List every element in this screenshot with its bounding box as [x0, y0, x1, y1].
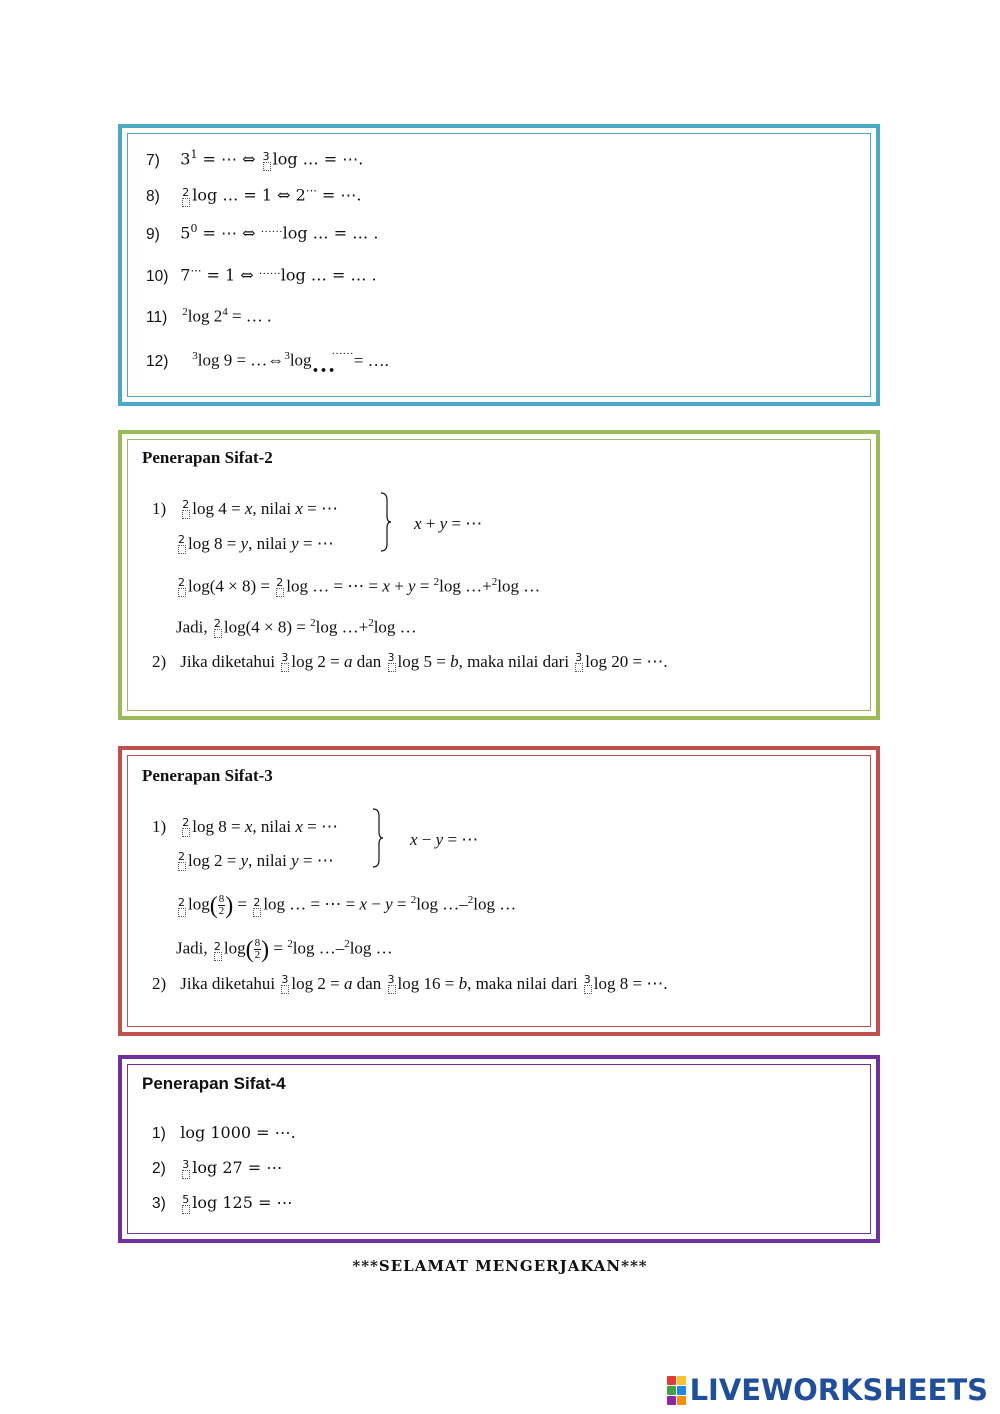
expr: =: [233, 894, 252, 914]
log-base-value: 2: [213, 616, 221, 630]
expr: , nilai: [248, 851, 292, 870]
var: y: [291, 534, 299, 553]
expr: log … = … .: [282, 223, 379, 243]
exponent: 0: [190, 222, 198, 235]
numerator: 8: [218, 893, 225, 906]
closing-message: ***SELAMAT MENGERJAKAN***: [352, 1257, 648, 1275]
var: x: [295, 499, 303, 518]
item-number: 1): [152, 1125, 166, 1142]
log-base-value: 5: [182, 1193, 190, 1206]
log-base: [251, 897, 263, 917]
placeholder-box: [178, 862, 186, 871]
log-base-value: 3: [583, 973, 591, 986]
expr: = ⋯.: [316, 185, 362, 205]
q1-line-3: [176, 572, 540, 597]
expr: Jadi,: [176, 938, 212, 958]
logo-tile: [667, 1386, 676, 1395]
exercise-box-2: [118, 430, 880, 720]
log-base: [279, 652, 291, 672]
var: b: [450, 652, 459, 671]
log-base: [279, 974, 291, 994]
expr: =: [415, 576, 434, 596]
expr: log: [289, 350, 312, 370]
log-base: [180, 817, 192, 837]
exponent: 1: [190, 148, 198, 161]
log-base-value: 3: [387, 651, 395, 664]
log-base-value: 2: [178, 575, 185, 589]
placeholder-box: [281, 985, 289, 994]
expr: log …+: [315, 617, 369, 637]
q1-line-2: [176, 851, 334, 871]
log-base-value: 2: [368, 617, 374, 629]
logo-tile: [667, 1376, 676, 1385]
section-title: Penerapan Sifat-4: [142, 1074, 286, 1093]
placeholder-box: [214, 952, 222, 961]
expr: Jika diketahui: [180, 652, 280, 671]
exponent: ⋯: [305, 184, 317, 197]
log-base-value: 3: [192, 350, 198, 362]
expr: = ⋯: [443, 830, 479, 849]
log-base: [582, 974, 594, 994]
logo-tile: [677, 1386, 686, 1395]
question-number: 2): [152, 974, 167, 993]
expr: log …: [373, 617, 417, 637]
var: y: [385, 894, 393, 914]
expr: log 125 = ⋯: [192, 1193, 293, 1212]
placeholder-box: [388, 663, 396, 672]
var: x: [410, 830, 418, 849]
placeholder-box: [182, 510, 190, 519]
q1-line-3: [176, 890, 516, 917]
log-base: [212, 941, 224, 961]
expr: log … = ⋯ =: [263, 894, 360, 914]
expr: log … = … .: [280, 265, 377, 285]
exercise-box-3: [118, 746, 880, 1036]
expr: log 4 =: [192, 499, 245, 518]
expr: −: [417, 830, 436, 849]
placeholder-box: [263, 162, 271, 171]
expr: = … .: [227, 306, 272, 326]
expr: , nilai: [248, 534, 292, 553]
expr: −: [367, 894, 386, 914]
expr: log: [188, 894, 210, 914]
expr: , maka nilai dari: [458, 652, 574, 671]
expr: +: [389, 576, 409, 596]
expr: = ….: [349, 350, 389, 370]
item-2: [152, 1158, 282, 1179]
question-number: 2): [152, 652, 167, 671]
log-base-value: 3: [262, 149, 270, 163]
section-title: Penerapan Sifat-2: [142, 448, 273, 467]
log-base-value: 3: [284, 350, 290, 362]
placeholder-box: [281, 663, 289, 672]
exponent: ⋯: [190, 264, 202, 277]
expr: log …–: [416, 894, 468, 914]
item-1: [152, 1123, 296, 1144]
q2: [152, 974, 668, 994]
right-brace: [380, 492, 392, 552]
log-base-value: 2: [310, 617, 316, 629]
logo-tile: [677, 1396, 686, 1405]
placeholder-box: [182, 198, 190, 207]
expr: dan: [352, 974, 386, 993]
logo-mark-icon: [667, 1376, 686, 1405]
log-base: [176, 851, 188, 871]
expr: log 9 = …⇔: [197, 350, 285, 370]
logo-tile: [677, 1376, 686, 1385]
placeholder-box: [182, 1170, 190, 1179]
q1-line-1: [152, 499, 338, 519]
expr: log …: [349, 938, 393, 958]
log-base: [176, 897, 188, 917]
expr: Jadi,: [176, 617, 212, 637]
expr: log …: [497, 576, 541, 596]
var: y: [435, 830, 444, 849]
item-number: 9): [146, 225, 160, 243]
log-base: [176, 534, 188, 554]
log-base-value: 2: [253, 896, 261, 910]
log-base-value: 2: [433, 576, 440, 588]
open-paren: (: [245, 936, 254, 963]
var: x: [295, 817, 303, 836]
item-3: [152, 1193, 292, 1214]
log-base-value: 2: [344, 938, 350, 950]
expr: = ⋯: [302, 817, 338, 836]
expr: = ⋯: [302, 499, 338, 518]
var: x: [359, 894, 368, 914]
denominator: 2: [254, 949, 261, 962]
log-base-value: 3: [575, 651, 583, 664]
placeholder-box: [276, 588, 284, 597]
item-10: [146, 261, 377, 287]
fraction: [254, 938, 262, 961]
q1-result: [410, 830, 478, 850]
section-title: Penerapan Sifat-3: [142, 766, 273, 785]
item-number: 7): [146, 151, 160, 169]
log-base: [573, 652, 585, 672]
log-base-value: 3: [387, 973, 395, 986]
exercise-box-1: [118, 124, 880, 406]
expr: log 2 =: [291, 652, 344, 671]
expr: , nilai: [252, 499, 296, 518]
expr: log 8 =: [192, 817, 245, 836]
expr: log 16 =: [397, 974, 459, 993]
expr: Jika diketahui: [180, 974, 280, 993]
var: b: [458, 974, 468, 993]
log-base-value: 2: [276, 575, 284, 589]
q1-line-1: [152, 817, 338, 837]
log-base: [212, 618, 224, 638]
base: 5: [180, 223, 191, 243]
q1-result: [414, 514, 482, 534]
log-base-value: 2: [182, 306, 188, 318]
var: y: [240, 851, 249, 870]
expr: log(4 × 8) =: [188, 576, 275, 596]
brand-name: LIVEWORKSHEETS: [689, 1373, 988, 1407]
placeholder-box: [182, 1205, 190, 1214]
q1-line-4: [176, 613, 417, 638]
base: 3: [180, 149, 191, 169]
expr: dan: [352, 652, 386, 671]
log-base-value: 2: [213, 940, 221, 954]
expr: = ⋯: [298, 851, 334, 870]
expr: =: [392, 894, 411, 914]
placeholder-box: [182, 828, 190, 837]
blank-base: ……: [260, 223, 283, 235]
log-base-value: 2: [491, 576, 498, 588]
placeholder-box: [178, 545, 186, 554]
blank-exponent: ……: [331, 344, 354, 357]
expr: log …: [473, 894, 517, 914]
item-number: 2): [152, 1160, 166, 1177]
expr: log 2: [187, 306, 223, 326]
expr: =: [269, 938, 288, 958]
expr: log: [223, 938, 246, 958]
logo-tile: [667, 1396, 676, 1405]
question-number: 1): [152, 499, 167, 518]
question-number: 1): [152, 817, 167, 836]
log-base: [261, 151, 273, 171]
expr: log 27 = ⋯: [192, 1158, 283, 1177]
expr: log 2 =: [188, 851, 241, 870]
expr: , nilai: [252, 817, 296, 836]
expr: +: [421, 514, 440, 533]
expr: log 8 =: [188, 534, 241, 553]
var: y: [439, 514, 448, 533]
expr: log 8 = ⋯.: [593, 974, 668, 993]
log-base: [180, 1159, 192, 1179]
log-base: [386, 974, 398, 994]
item-8: [146, 181, 362, 207]
item-number: 3): [152, 1195, 166, 1212]
expr: log … = 1 ⇔ 2: [192, 185, 306, 205]
expr: log 20 = ⋯.: [585, 652, 668, 671]
expr: = ⋯: [447, 514, 483, 533]
close-paren: ): [225, 892, 234, 919]
log-base: [180, 499, 192, 519]
var: a: [343, 652, 353, 671]
expr: = ⋯ ⇔: [197, 223, 261, 243]
big-ellipsis: …: [311, 351, 336, 378]
var: y: [240, 534, 249, 553]
item-number: 11): [146, 308, 168, 326]
item-number: 12): [146, 352, 169, 370]
open-paren: (: [209, 892, 218, 919]
expr: log 2 =: [291, 974, 344, 993]
exponent: 4: [222, 306, 228, 318]
expr: log(4 × 8) =: [223, 617, 311, 637]
denominator: 2: [218, 905, 225, 918]
exercise-box-4: [118, 1055, 880, 1243]
expr: , maka nilai dari: [467, 974, 582, 993]
placeholder-box: [575, 663, 583, 672]
placeholder-box: [214, 629, 222, 638]
item-number: 10): [146, 267, 169, 285]
placeholder-box: [178, 908, 186, 917]
log-base-value: 2: [182, 816, 190, 829]
log-base: [180, 187, 192, 207]
blank-argument: [311, 344, 354, 378]
base: 7: [180, 265, 191, 285]
log-base-value: 3: [281, 651, 289, 664]
log-base-value: 3: [182, 1158, 190, 1171]
q2: [152, 652, 668, 672]
log-base: [386, 652, 398, 672]
log-base: [274, 577, 286, 597]
log-base-value: 2: [467, 894, 474, 906]
item-7: [146, 145, 363, 171]
expr: = ⋯: [298, 534, 334, 553]
log-base: [176, 577, 188, 597]
item-number: 8): [146, 187, 160, 205]
expr: log …+: [439, 576, 492, 596]
expr: = 1 ⇔: [201, 265, 259, 285]
var: x: [244, 499, 253, 518]
blank-base: ……: [258, 265, 281, 277]
var: x: [382, 576, 390, 596]
expr: = ⋯ ⇔: [197, 149, 261, 169]
placeholder-box: [584, 985, 592, 994]
log-base-value: 2: [178, 850, 185, 863]
log-base-value: 2: [410, 894, 417, 906]
item-9: [146, 219, 378, 245]
expr: log … = ⋯ =: [286, 576, 383, 596]
close-paren: ): [261, 936, 270, 963]
log-base-value: 2: [182, 498, 190, 511]
item-12: [146, 344, 389, 378]
log-base: [180, 1194, 192, 1214]
placeholder-box: [253, 908, 261, 917]
var: x: [414, 514, 422, 533]
log-base-value: 2: [178, 533, 185, 546]
var: a: [343, 974, 353, 993]
expr: log 5 =: [397, 652, 451, 671]
numerator: 8: [254, 937, 261, 950]
log-base-value: 2: [182, 185, 190, 199]
placeholder-box: [388, 985, 396, 994]
item-11: [146, 302, 271, 328]
var: x: [244, 817, 253, 836]
expr: log … = ⋯.: [272, 149, 364, 169]
log-base-value: 2: [287, 938, 293, 950]
q1-line-4: [176, 934, 393, 961]
log-base-value: 3: [281, 973, 289, 986]
liveworksheets-logo[interactable]: [667, 1372, 988, 1408]
expr: log 1000 = ⋯.: [180, 1123, 296, 1142]
expr: log …–: [292, 938, 345, 958]
var: y: [291, 851, 299, 870]
log-base-value: 2: [178, 896, 185, 910]
right-brace: [372, 808, 384, 868]
q1-line-2: [176, 534, 334, 554]
var: y: [408, 576, 416, 596]
placeholder-box: [178, 588, 186, 597]
